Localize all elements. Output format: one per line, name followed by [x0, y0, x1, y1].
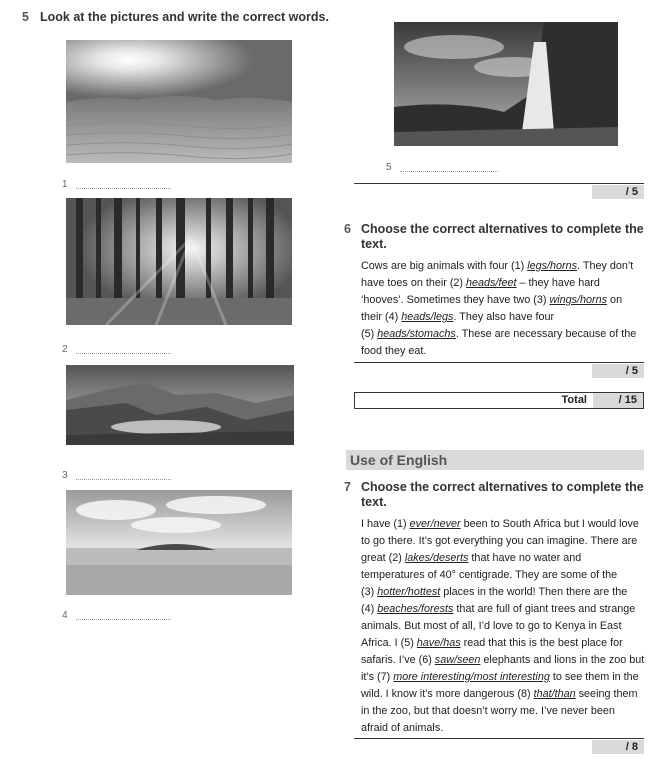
total-score-box [354, 392, 644, 409]
answer-1-blank[interactable] [76, 188, 171, 189]
question-5-number: 5 [22, 10, 29, 24]
q7-line: to go there. It’s got everything you can imagine. There are [361, 535, 638, 547]
desert-picture [66, 40, 292, 163]
answer-2-blank[interactable] [76, 353, 171, 354]
q7-alternative-option[interactable]: that/than [533, 688, 576, 700]
answer-1-number: 1 [62, 179, 68, 190]
q7-alternative-option[interactable]: ever/never [409, 518, 461, 530]
q7-line: I have (1) ever/never been to South Africa but I would love [361, 518, 639, 530]
q7-alternative-option[interactable]: lakes/deserts [404, 552, 469, 564]
q7-alternative-option[interactable]: beaches/forests [377, 603, 454, 615]
question-7-title-line2: text. [361, 495, 387, 509]
q7-line: animals. But most of all, I’d love to go to Kenya in East [361, 620, 622, 632]
q7-score-rule [354, 738, 644, 739]
q6-line: (5) heads/stomachs. These are necessary because of the [361, 328, 637, 340]
q7-line: afraid of animals. [361, 722, 444, 734]
q6-score: / 5 [592, 364, 644, 378]
question-6-number: 6 [344, 222, 351, 236]
q5-score: / 5 [592, 185, 644, 199]
q7-line: Africa. I (5) have/has read that this is the best place for [361, 637, 623, 649]
question-5-title: Look at the pictures and write the correct words. [40, 10, 329, 24]
q6-alternative-option[interactable]: heads/feet [466, 277, 517, 289]
q6-alternative-option[interactable]: heads/legs [401, 311, 454, 323]
answer-2-number: 2 [62, 344, 68, 355]
answer-4-number: 4 [62, 610, 68, 621]
total-score: / 15 [593, 393, 643, 408]
waterfall-picture [394, 22, 618, 146]
answer-5-number: 5 [386, 162, 392, 173]
q6-alternative-option[interactable]: legs/horns [527, 260, 578, 272]
answer-5-blank[interactable] [400, 171, 498, 172]
total-label: Total [561, 394, 587, 406]
answer-3-number: 3 [62, 470, 68, 481]
q7-line: safaris. I’ve (6) saw/seen elephants and lions in the zoo but [361, 654, 645, 666]
q6-score-rule [354, 362, 644, 363]
q7-line: great (2) lakes/deserts that have no water and [361, 552, 582, 564]
question-7-text [361, 516, 651, 737]
question-7-number: 7 [344, 480, 351, 494]
section-header: Use of English [346, 450, 644, 470]
q7-line: temperatures of 40° centigrade. They are some of the [361, 569, 618, 581]
answer-3-blank[interactable] [76, 479, 171, 480]
q7-score: / 8 [592, 740, 644, 754]
question-7-title-line1: Choose the correct alternatives to complete the [361, 480, 644, 494]
q7-line: it’s (7) more interesting/most interesting to see them in the [361, 671, 639, 683]
question-6-text [361, 258, 651, 360]
q7-alternative-option[interactable]: have/has [416, 637, 461, 649]
q7-alternative-option[interactable]: hotter/hottest [377, 586, 441, 598]
q7-line: (3) hotter/hottest places in the world! Then there are the [361, 586, 628, 598]
q6-alternative-option[interactable]: wings/horns [549, 294, 608, 306]
q7-line: wild. I know it’s more dangerous (8) that/than seeing them [361, 688, 638, 700]
q6-line: Cows are big animals with four (1) legs/horns. They don’t [361, 260, 634, 272]
q6-line: have toes on their (2) heads/feet – they have hard [361, 277, 600, 289]
q6-line: their (4) heads/legs. They also have four [361, 311, 555, 323]
q7-line: in the zoo, but that doesn’t worry me. I’ve never been [361, 705, 615, 717]
mountain-lake-picture [66, 365, 294, 445]
q5-score-rule [354, 183, 644, 184]
question-6-title-line2: text. [361, 237, 387, 251]
forest-picture [66, 198, 292, 325]
answer-4-blank[interactable] [76, 619, 171, 620]
q6-line: ‘hooves’. Sometimes they have two (3) wings/horns on [361, 294, 623, 306]
q6-line: food they eat. [361, 345, 427, 357]
q7-alternative-option[interactable]: saw/seen [434, 654, 481, 666]
question-6-title-line1: Choose the correct alternatives to complete the [361, 222, 644, 236]
q7-alternative-option[interactable]: more interesting/most interesting [393, 671, 550, 683]
q6-alternative-option[interactable]: heads/stomachs [377, 328, 456, 340]
island-picture [66, 490, 292, 595]
q7-line: (4) beaches/forests that are full of giant trees and strange [361, 603, 636, 615]
